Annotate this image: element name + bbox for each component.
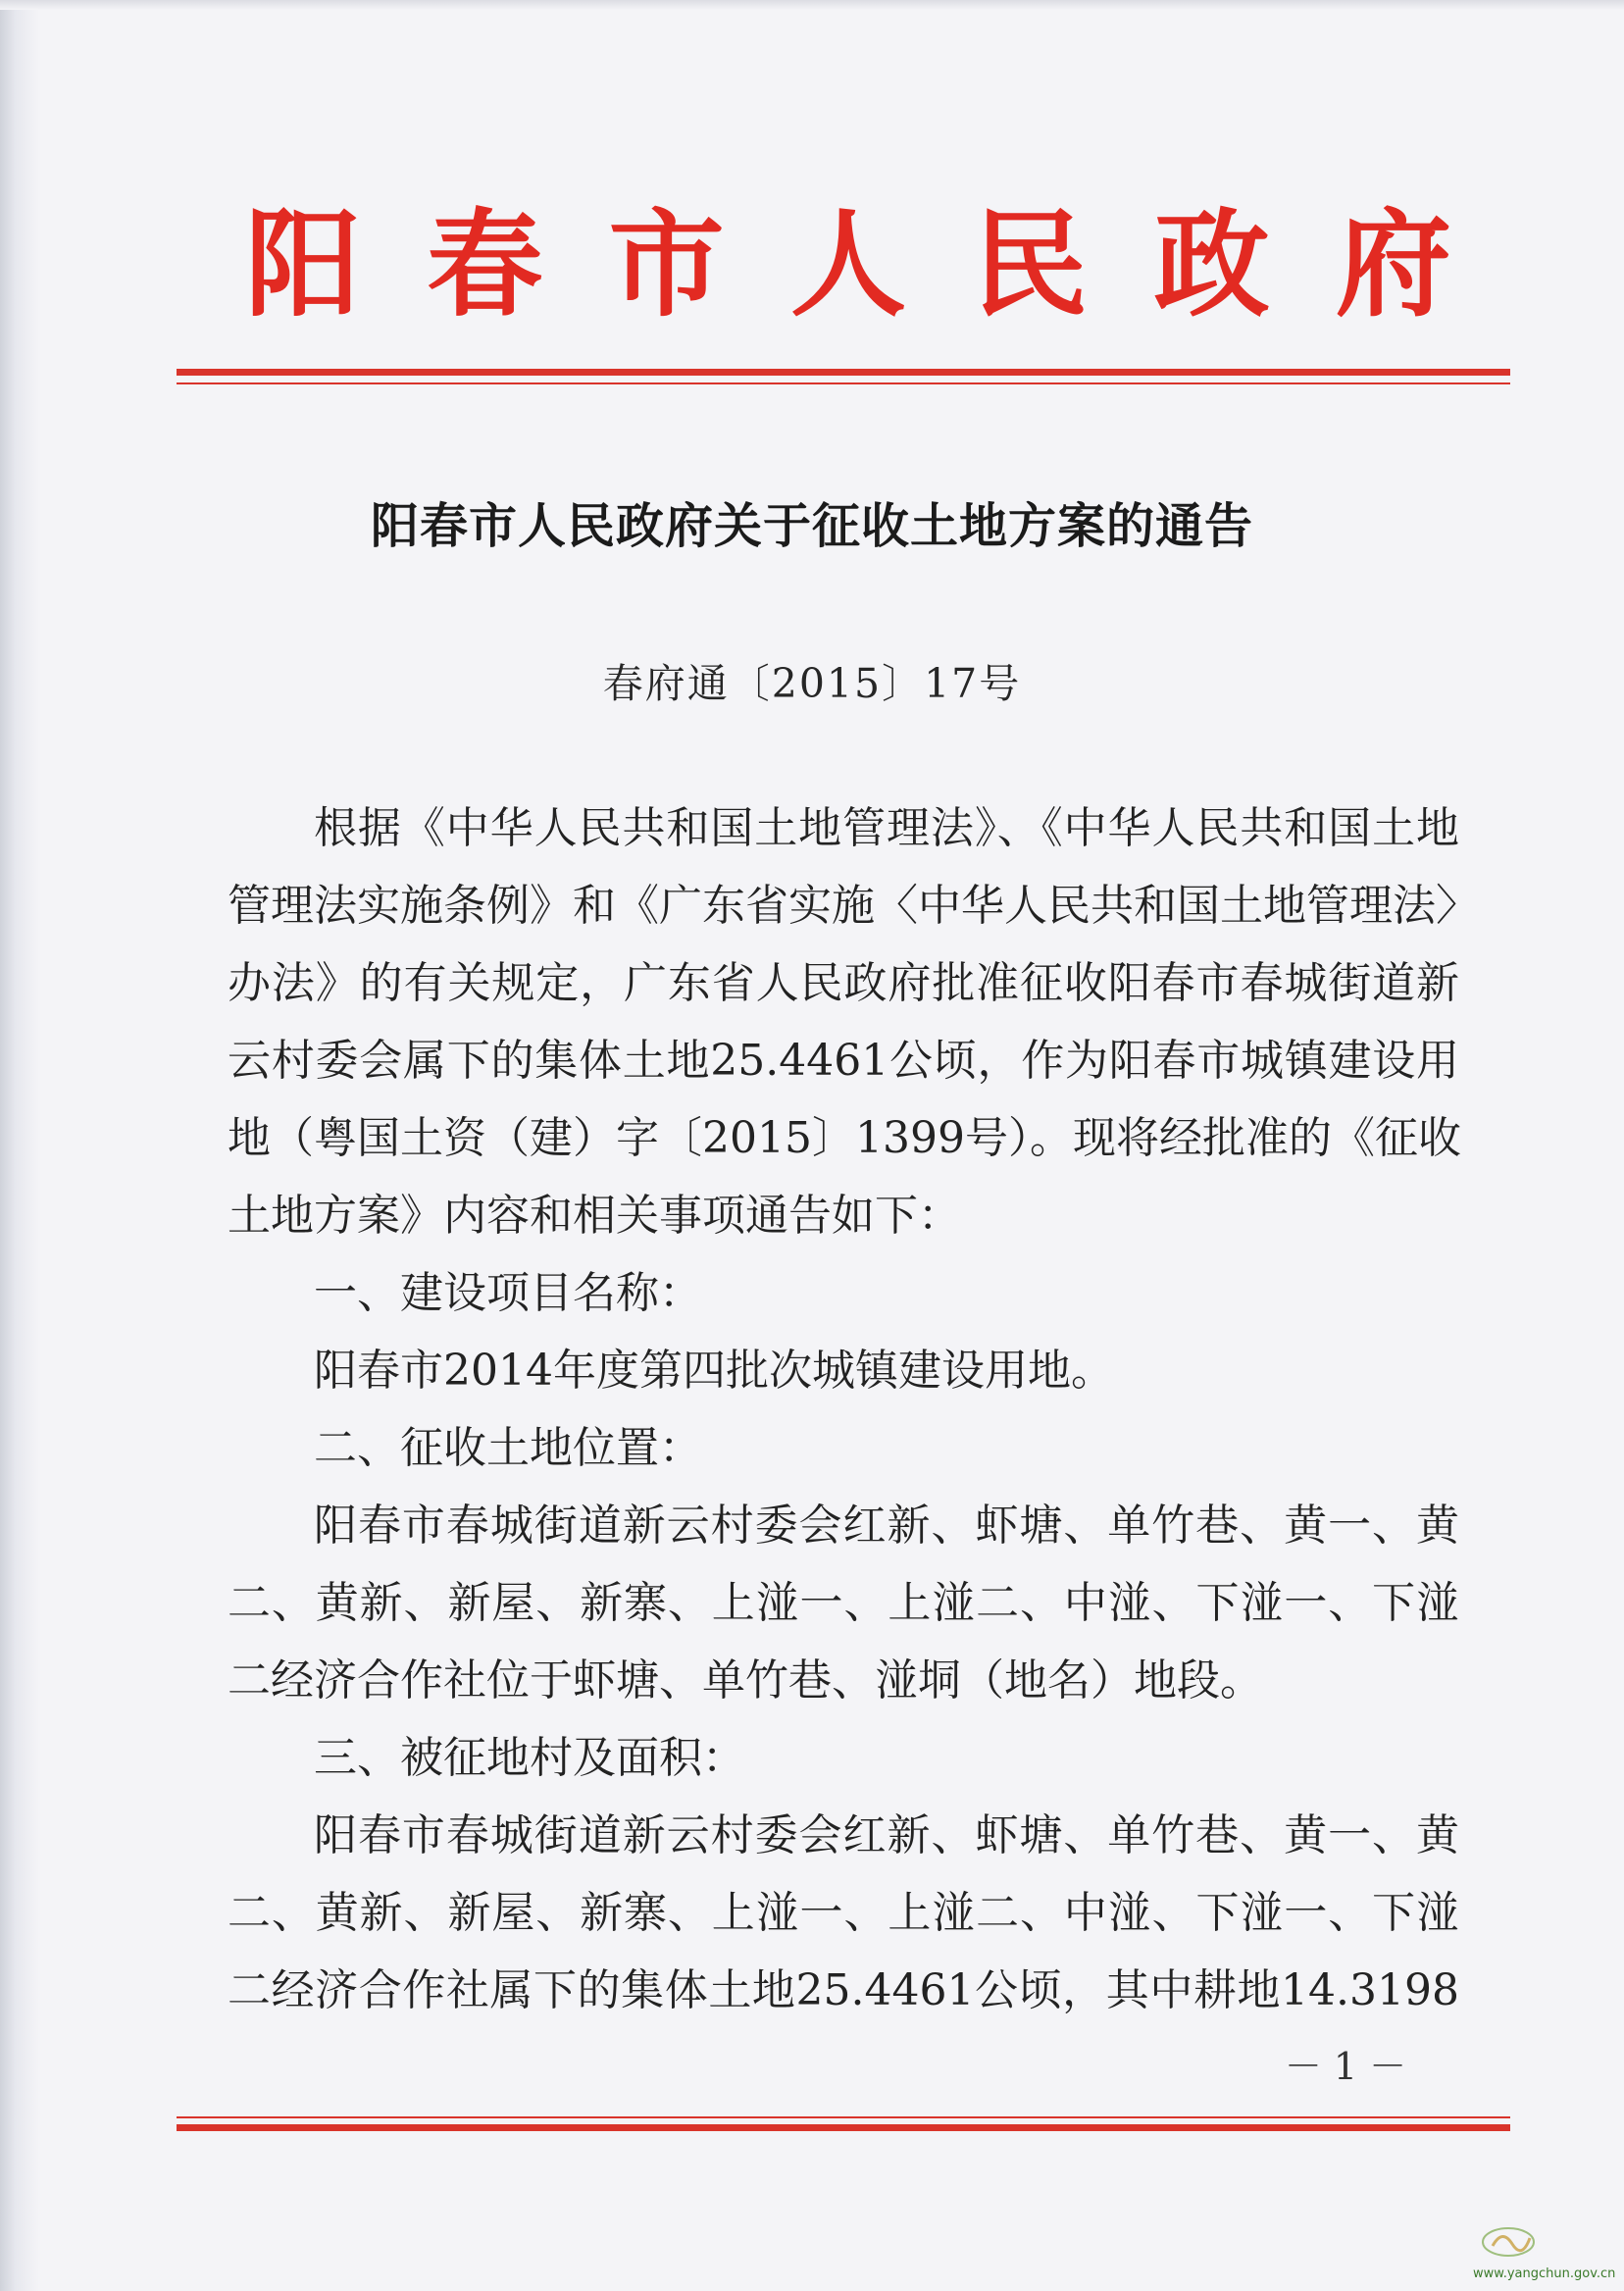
body-line: 办法》的有关规定，广东省人民政府批准征收阳春市春城街道新 bbox=[228, 958, 1459, 1008]
watermark-url: www.yangchun.gov.cn bbox=[1473, 2266, 1616, 2281]
watermark-logo-icon bbox=[1479, 2222, 1538, 2260]
masthead-char: 春 bbox=[427, 196, 543, 332]
section-heading: 一、建设项目名称： bbox=[314, 1268, 702, 1318]
footer-red-rule-thin bbox=[177, 2116, 1510, 2118]
masthead-char: 阳 bbox=[245, 196, 362, 332]
masthead-char: 市 bbox=[608, 196, 725, 332]
masthead bbox=[245, 196, 1451, 333]
masthead-char: 民 bbox=[972, 196, 1089, 332]
body-line: 二、黄新、新屋、新寨、上湴一、上湴二、中湴、下湴一、下湴 bbox=[228, 1578, 1459, 1628]
document-number: 春府通〔2015〕17号 bbox=[602, 660, 1022, 707]
body-line: 管理法实施条例》和《广东省实施〈中华人民共和国土地管理法〉 bbox=[228, 881, 1479, 931]
body-line: 土地方案》内容和相关事项通告如下： bbox=[228, 1191, 961, 1241]
section-heading: 二、征收土地位置： bbox=[314, 1423, 702, 1473]
masthead-char: 府 bbox=[1335, 196, 1451, 332]
body-line: 云村委会属下的集体土地25.4461公顷，作为阳春市城镇建设用 bbox=[228, 1036, 1459, 1086]
body-line: 二经济合作社位于虾塘、单竹巷、湴垌（地名）地段。 bbox=[228, 1655, 1263, 1706]
scan-edge-shadow bbox=[0, 0, 39, 2291]
site-watermark bbox=[1473, 2222, 1616, 2281]
masthead-red-rule-thin bbox=[177, 382, 1510, 384]
body-line: 阳春市春城街道新云村委会红新、虾塘、单竹巷、黄一、黄 bbox=[314, 1810, 1459, 1860]
body-line: 二经济合作社属下的集体土地25.4461公顷，其中耕地14.3198 bbox=[228, 1965, 1459, 2015]
body-line: 地（粤国土资（建）字〔2015〕1399号）。现将经批准的《征收 bbox=[228, 1113, 1461, 1163]
body-line: 根据《中华人民共和国土地管理法》、《中华人民共和国土地 bbox=[314, 803, 1459, 853]
body-line: 阳春市2014年度第四批次城镇建设用地。 bbox=[314, 1346, 1114, 1396]
body-line: 二、黄新、新屋、新寨、上湴一、上湴二、中湴、下湴一、下湴 bbox=[228, 1888, 1459, 1938]
scan-top-edge bbox=[0, 0, 1624, 10]
document-body bbox=[228, 789, 1479, 2029]
masthead-char: 人 bbox=[789, 196, 906, 332]
page-number: － 1 － bbox=[1284, 2045, 1407, 2088]
document-title: 阳春市人民政府关于征收土地方案的通告 bbox=[370, 497, 1253, 554]
body-line: 阳春市春城街道新云村委会红新、虾塘、单竹巷、黄一、黄 bbox=[314, 1501, 1459, 1551]
masthead-red-rule bbox=[177, 369, 1510, 376]
masthead-char: 政 bbox=[1153, 196, 1270, 332]
section-heading: 三、被征地村及面积： bbox=[314, 1733, 745, 1783]
footer-red-rule bbox=[177, 2124, 1510, 2131]
